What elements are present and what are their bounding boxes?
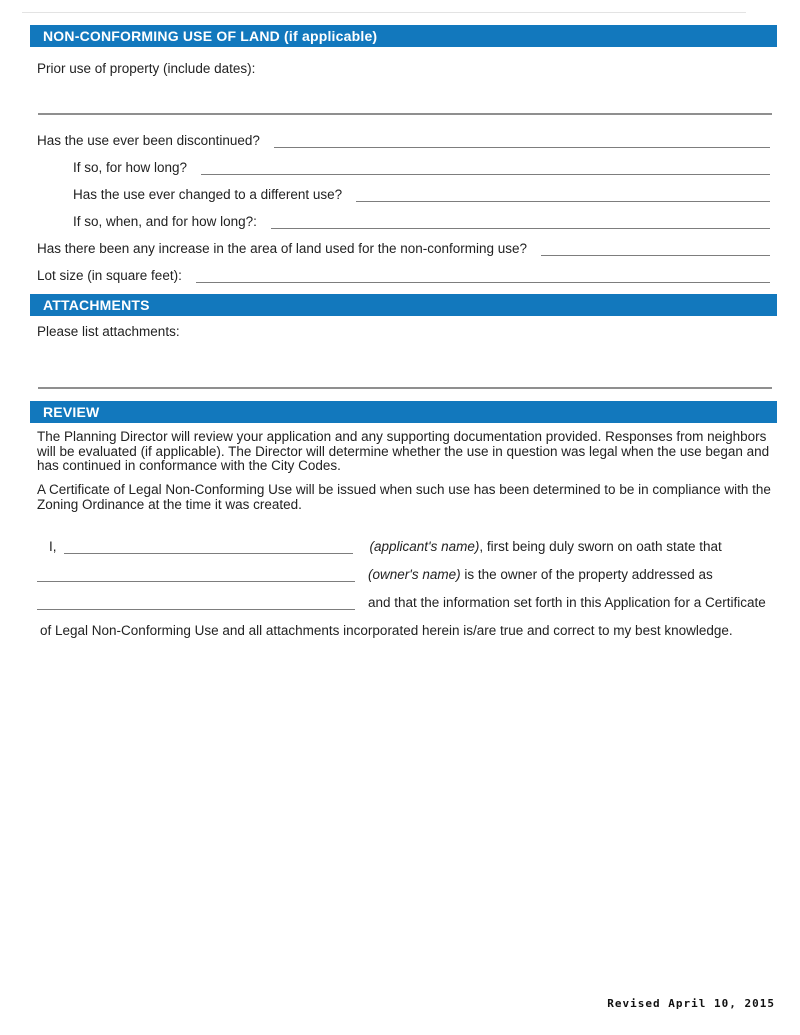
section-header-attachments-title: ATTACHMENTS xyxy=(43,297,150,313)
sworn-row-address xyxy=(37,594,770,611)
question-row-when-how-long xyxy=(73,213,770,230)
question-row-area-increase xyxy=(37,240,770,257)
attachments-answer-line[interactable] xyxy=(38,387,772,389)
sworn-row-owner xyxy=(37,566,770,583)
question-label-how-long: If so, for how long? xyxy=(73,160,188,175)
sworn-prefix: I, xyxy=(49,539,57,554)
prior-use-answer-line[interactable] xyxy=(38,113,772,115)
property-address-line[interactable] xyxy=(37,607,355,610)
page-top-rule xyxy=(22,12,746,13)
answer-line-area-increase[interactable] xyxy=(541,253,770,256)
review-paragraph-2-line: Zoning Ordinance at the time it was created. xyxy=(37,496,302,512)
sworn-row-closing-text: of Legal Non-Conforming Use and all attachments incorporated herein is/are true and correct to my best knowledge. xyxy=(40,623,733,638)
review-paragraph-1-line: will be evaluated (if applicable). The Director will determine whether the use in question was legal when the use began and xyxy=(37,443,770,459)
answer-line-lot-size[interactable] xyxy=(196,280,770,283)
section-header-review-title: REVIEW xyxy=(43,404,100,420)
question-label-changed-use: Has the use ever changed to a different use? xyxy=(73,187,343,202)
review-paragraph-2-line: A Certificate of Legal Non-Conforming Use will be issued when such use has been determined to be in compliance with the xyxy=(37,482,771,497)
sworn-row-closing xyxy=(40,622,733,639)
sworn-row-applicant-rest: , first being duly sworn on oath state that xyxy=(479,539,722,554)
answer-line-how-long[interactable] xyxy=(201,172,770,175)
question-label-lot-size: Lot size (in square feet): xyxy=(37,268,182,283)
answer-line-changed-use[interactable] xyxy=(356,199,770,202)
sworn-row-owner-text xyxy=(368,566,713,583)
question-row-discontinued xyxy=(37,132,770,149)
question-label-discontinued: Has the use ever been discontinued? xyxy=(37,133,260,148)
question-row-how-long xyxy=(73,159,770,176)
answer-line-discontinued[interactable] xyxy=(274,145,770,148)
review-paragraph-2 xyxy=(37,483,772,512)
applicant-name-hint: (applicant's name) xyxy=(369,539,480,554)
section-header-attachments xyxy=(30,294,777,316)
question-label-area-increase: Has there been any increase in the area of land used for the non-conforming use? xyxy=(37,241,528,256)
owner-name-line[interactable] xyxy=(37,579,355,582)
attachments-list-label: Please list attachments: xyxy=(37,324,180,339)
review-paragraph-1 xyxy=(37,430,772,474)
sworn-row-applicant-text xyxy=(370,538,722,555)
owner-name-hint: (owner's name) xyxy=(368,567,461,582)
section-header-review xyxy=(30,401,777,423)
section-header-land-use-title: NON-CONFORMING USE OF LAND (if applicable) xyxy=(43,28,378,44)
question-row-lot-size xyxy=(37,267,770,284)
review-paragraph-1-line: The Planning Director will review your application and any supporting documentation provided. Responses from neighbors xyxy=(37,429,767,444)
revision-date: Revised April 10, 2015 xyxy=(607,997,775,1010)
question-label-when-how-long: If so, when, and for how long?: xyxy=(73,214,257,229)
question-row-changed-use xyxy=(73,186,770,203)
sworn-row-owner-rest: is the owner of the property addressed as xyxy=(460,567,713,582)
answer-line-when-how-long[interactable] xyxy=(271,226,770,229)
sworn-row-address-text: and that the information set forth in this Application for a Certificate xyxy=(368,595,766,610)
section-header-land-use xyxy=(30,25,777,47)
applicant-name-line[interactable] xyxy=(64,551,353,554)
prior-use-label: Prior use of property (include dates): xyxy=(37,61,256,76)
sworn-row-applicant xyxy=(49,538,770,555)
review-paragraph-1-line: has continued in conformance with the City Codes. xyxy=(37,458,341,474)
